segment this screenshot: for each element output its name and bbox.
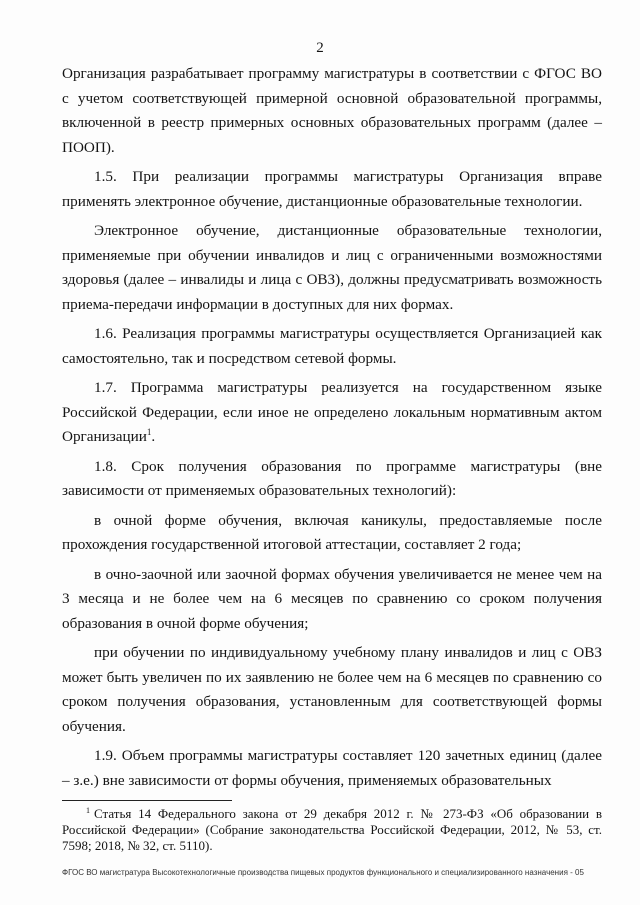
footnote-mark: 1 [86, 805, 90, 815]
paragraph-full-time: в очной форме обучения, включая каникулы, предоставляемые после прохождения государственной итоговой аттестации, составляет 2 года; [62, 511, 602, 553]
paragraph-1-9: 1.9. Объем программы магистратуры составляет 120 зачетных единиц (далее – з.е.) вне зависимости от формы обучения, применяемых образовательных [62, 747, 602, 789]
paragraph-intro: Организация разрабатывает программу магистратуры в соответствии с ФГОС ВО с учетом соответствующей примерной основной образовательной программы, включенной в реестр примерных основных образовательных программ (далее – ПООП). [62, 65, 602, 156]
paragraph-1-8: 1.8. Срок получения образования по программе магистратуры (вне зависимости от применяемых образовательных технологий): [62, 457, 602, 499]
paragraph-1-6: 1.6. Реализация программы магистратуры осуществляется Организацией как самостоятельно, так и посредством сетевой формы. [62, 325, 602, 367]
footnote-divider [62, 800, 232, 801]
footnote-reference: 1 [146, 426, 152, 437]
paragraph-part-time: в очно-заочной или заочной формах обучения увеличивается не менее чем на 3 месяца и не более чем на 6 месяцев по сравнению со сроком получения образования в очной форме обучения; [62, 565, 602, 632]
paragraph-1-7-text: 1.7. Программа магистратуры реализуется на государственном языке Российской Федерации, если иное не определено локальным нормативным актом Организации [62, 379, 602, 445]
paragraph-1-7-end: . [151, 428, 156, 445]
footnote [62, 806, 602, 854]
footnote-text: Статья 14 Федерального закона от 29 декабря 2012 г. № 273-ФЗ «Об образовании в Российской Федерации» (Собрание законодательства Российской Федерации, 2012, № 53, ст. 7598; 2018, № 32, ст. 5110). [62, 806, 602, 853]
paragraph-1-7 [62, 376, 602, 450]
page-number: 2 [316, 40, 324, 56]
running-footer: ФГОС ВО магистратура Высокотехнологичные производства пищевых продуктов функционального и специализированного назначения - 05 [62, 868, 584, 877]
body-text [62, 62, 602, 798]
paragraph-e-learning: Электронное обучение, дистанционные образовательные технологии, применяемые при обучении инвалидов и лиц с ограниченными возможностями здоровья (далее – инвалиды и лица с ОВЗ), должны предусматривать возможность приема-передачи информации в доступных для них формах. [62, 222, 602, 313]
paragraph-individual-plan: при обучении по индивидуальному учебному плану инвалидов и лиц с ОВЗ может быть увеличен по их заявлению не более чем на 6 месяцев по сравнению со сроком получения образования, установленным для соответствующей формы обучения. [62, 644, 602, 735]
paragraph-1-5: 1.5. При реализации программы магистратуры Организация вправе применять электронное обучение, дистанционные образовательные технологии. [62, 168, 602, 210]
